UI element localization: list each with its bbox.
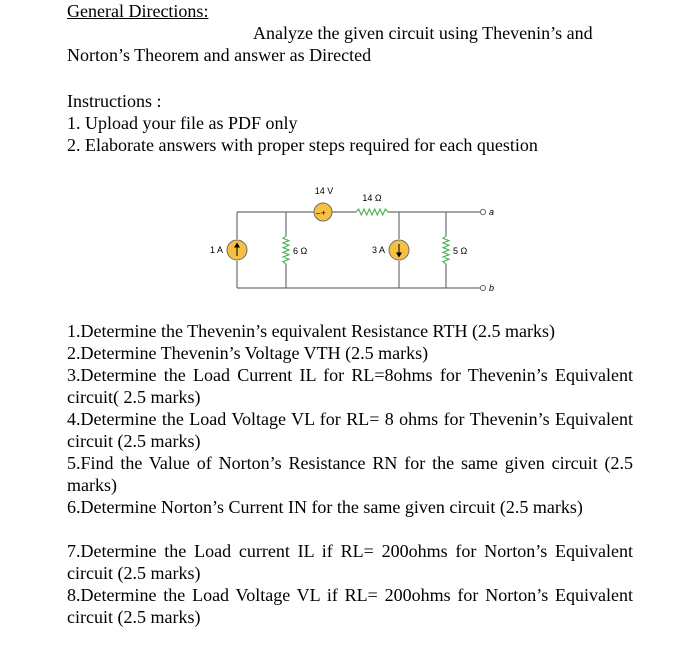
question-5: 5.Find the Value of Norton’s Resistance RN for the same given circuit (2.5 marks) [67, 453, 633, 495]
svg-text:+: + [321, 208, 326, 218]
resistor-6-ohm [283, 236, 289, 264]
current-source-mid-label: 3 A [371, 245, 385, 255]
resistor-14-ohm [356, 209, 388, 215]
instructions-title: Instructions : [67, 91, 162, 111]
question-2: 2.Determine Thevenin’s Voltage VTH (2.5 marks) [67, 343, 429, 363]
terminal-b-label: b [489, 283, 495, 293]
question-4: 4.Determine the Load Voltage VL for RL= 8 ohms for Thevenin’s Equivalent circuit (2.5 marks) [67, 409, 633, 451]
terminal-a-label: a [489, 207, 495, 217]
resistor-left-label: 6 Ω [293, 246, 308, 256]
question-3: 3.Determine the Load Current IL for RL=8ohms for Thevenin’s Equivalent circuit( 2.5 marks) [67, 365, 633, 407]
resistor-right-label: 5 Ω [453, 246, 468, 256]
current-source-1a [227, 240, 247, 260]
circuit-diagram [190, 182, 520, 300]
question-6: 6.Determine Norton’s Current IN for the same given circuit (2.5 marks) [67, 497, 583, 517]
directions-line-2: Norton’s Theorem and answer as Directed [67, 45, 372, 65]
resistor-5-ohm [443, 236, 449, 264]
voltage-source-label: 14 V [314, 186, 334, 196]
instruction-item-2: 2. Elaborate answers with proper steps required for each question [67, 135, 538, 155]
terminal-a [480, 209, 485, 214]
directions-line-1: Analyze the given circuit using Thevenin’s and [253, 23, 593, 43]
question-1: 1.Determine the Thevenin’s equivalent Resistance RTH (2.5 marks) [67, 321, 555, 341]
voltage-source-14v [314, 203, 332, 221]
question-8: 8.Determine the Load Voltage VL if RL= 200ohms for Norton’s Equivalent circuit (2.5 marks) [67, 585, 633, 627]
instruction-item-1: 1. Upload your file as PDF only [67, 113, 298, 133]
resistor-top-label: 14 Ω [362, 193, 382, 203]
svg-text:–: – [316, 208, 321, 218]
current-source-left-label: 1 A [209, 245, 223, 255]
terminal-b [480, 285, 485, 290]
heading: General Directions: [67, 1, 209, 21]
question-7: 7.Determine the Load current IL if RL= 200ohms for Norton’s Equivalent circuit (2.5 marks) [67, 541, 633, 583]
current-source-3a [389, 240, 409, 260]
